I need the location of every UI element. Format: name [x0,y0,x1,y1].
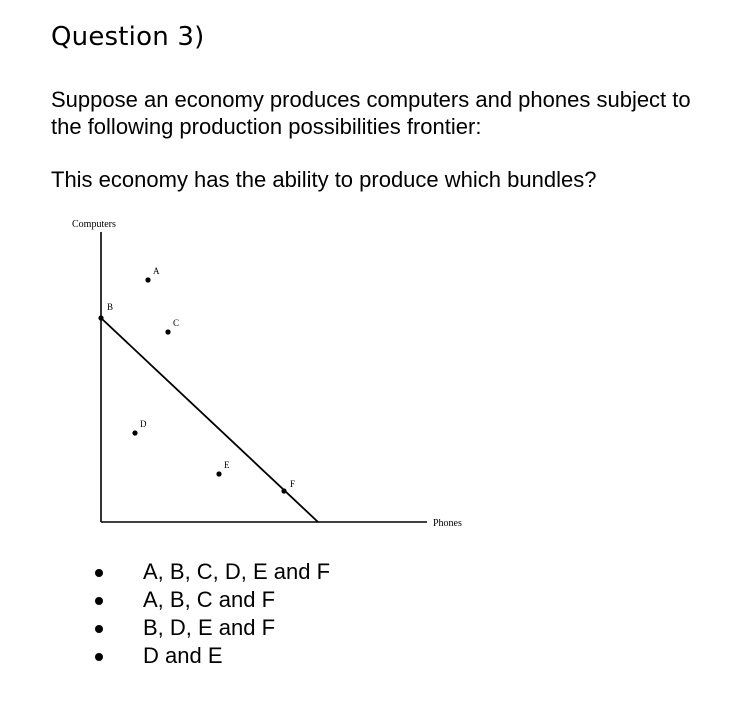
bullet-icon [95,653,103,661]
answer-option-text: B, D, E and F [143,615,276,640]
answer-option-text: A, B, C and F [143,587,276,612]
point-b-marker [98,315,103,320]
point-c-label: C [173,318,180,328]
answer-option-text: D and E [143,643,223,668]
question-title: Question 3) [51,22,205,52]
bullet-icon [95,569,103,577]
point-e-marker [216,471,221,476]
point-f-marker [281,488,286,493]
point-d-label: D [140,419,147,429]
bullet-icon [95,625,103,633]
point-c-marker [165,329,170,334]
answer-option-text: A, B, C, D, E and F [143,559,331,584]
ppf-figure [60,208,480,538]
point-f-label: F [290,479,296,489]
bullet-icon [95,597,103,605]
x-axis-label: Phones [433,518,462,529]
question-prompt: This economy has the ability to produce which bundles? [51,167,597,192]
point-a-marker [145,277,150,282]
y-axis-label: Computers [72,219,116,230]
point-a-label: A [153,266,160,276]
point-d-marker [132,430,137,435]
point-e-label: E [224,460,230,470]
point-b-label: B [107,302,114,312]
question-intro: Suppose an economy produces computers and phones subject to the following production possibilities frontier: [51,87,691,139]
